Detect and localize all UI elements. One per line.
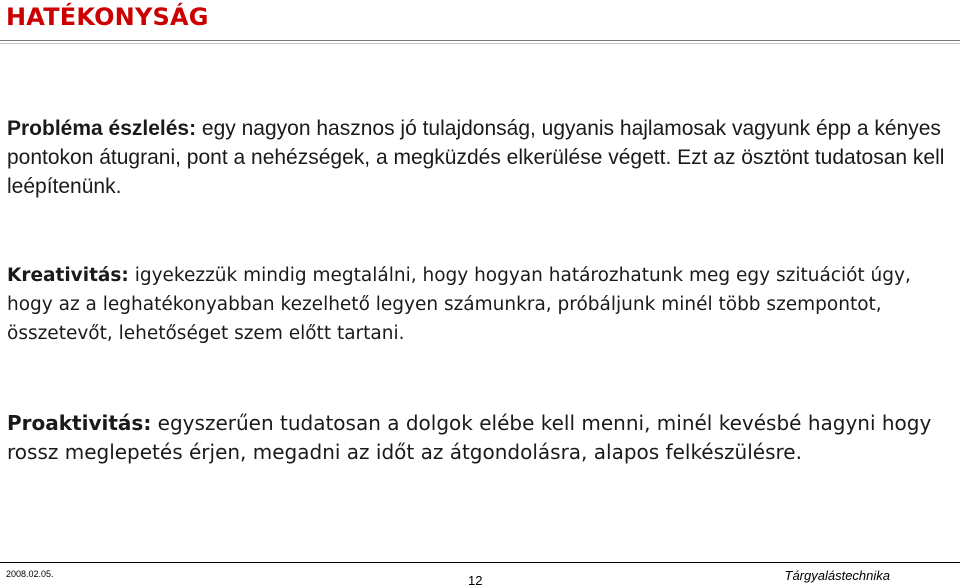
paragraph-lead: Proaktivitás: bbox=[7, 411, 152, 435]
paragraph-creativity bbox=[7, 261, 957, 348]
paragraph-text: egy nagyon hasznos jó tulajdonság, ugyanis hajlamosak vagyunk épp a kényes pontokon átugrani, pont a nehézségek, a megküzdés elkerülése végett. Ezt az ösztönt tudatosan kell leépítenünk. bbox=[7, 117, 945, 198]
paragraph-text: igyekezzük mindig megtalálni, hogy hogyan határozhatunk meg egy szituációt úgy, hogy az a leghatékonyabban kezelhető legyen számunkra, próbáljunk minél több szempontot, összetevőt, lehetőséget szem előtt tartani. bbox=[7, 265, 911, 344]
paragraph-problem-detection bbox=[7, 114, 957, 201]
title-divider bbox=[0, 40, 960, 41]
footer-divider bbox=[0, 562, 960, 563]
paragraph-lead: Kreativitás: bbox=[7, 265, 129, 286]
title-divider-shadow bbox=[0, 43, 960, 44]
paragraph-text: egyszerűen tudatosan a dolgok elébe kell menni, minél kevésbé hagyni hogy rossz meglepetés érjen, megadni az időt az átgondolásra, alapos felkészülésre. bbox=[7, 411, 932, 464]
page-number: 12 bbox=[468, 573, 483, 588]
paragraph-proactivity bbox=[7, 409, 957, 467]
paragraph-lead: Probléma észlelés: bbox=[7, 117, 197, 140]
footer-topic: Tárgyalástechnika bbox=[784, 568, 890, 583]
slide-title: HATÉKONYSÁG bbox=[6, 3, 209, 31]
footer-date: 2008.02.05. bbox=[6, 569, 54, 579]
